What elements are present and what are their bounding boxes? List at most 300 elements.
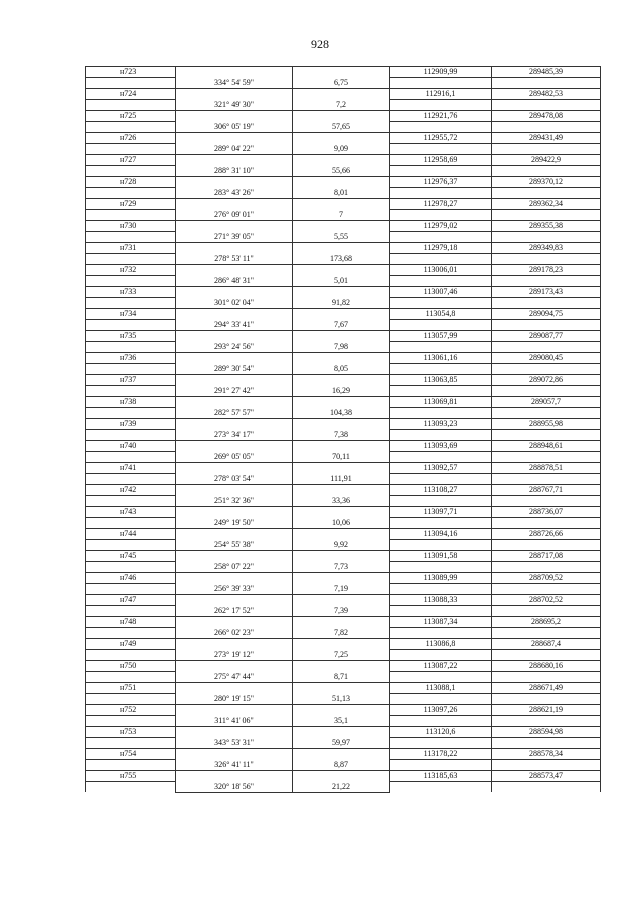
y-coordinate: 288594,98 [492,727,601,738]
empty-cell [293,309,390,320]
segment-length: 57,65 [293,122,390,133]
empty-cell [390,430,492,441]
empty-cell [492,452,601,463]
empty-cell [86,650,176,661]
empty-cell [293,353,390,364]
point-row [86,529,601,540]
point-id: н752 [86,705,176,716]
segment-row [86,408,601,419]
x-coordinate: 113069,81 [390,397,492,408]
empty-cell [390,386,492,397]
segment-length: 173,68 [293,254,390,265]
empty-cell [176,749,293,760]
empty-cell [86,540,176,551]
empty-cell [176,331,293,342]
page-number: 928 [311,37,329,51]
point-id: н730 [86,221,176,232]
empty-cell [293,111,390,122]
point-id: н748 [86,617,176,628]
empty-cell [176,375,293,386]
empty-cell [293,67,390,78]
empty-cell [293,265,390,276]
y-coordinate: 288878,51 [492,463,601,474]
segment-length: 7,2 [293,100,390,111]
x-coordinate: 113006,01 [390,265,492,276]
empty-cell [176,441,293,452]
y-coordinate: 288948,61 [492,441,601,452]
direction-angle: 289° 04' 22" [176,144,293,155]
empty-cell [293,485,390,496]
empty-cell [176,595,293,606]
segment-length: 6,75 [293,78,390,89]
empty-cell [390,122,492,133]
point-row [86,485,601,496]
x-coordinate: 112909,99 [390,67,492,78]
segment-row [86,628,601,639]
segment-row [86,166,601,177]
y-coordinate: 289094,75 [492,309,601,320]
point-row [86,111,601,122]
empty-cell [293,661,390,672]
empty-cell [86,474,176,485]
segment-row [86,364,601,375]
segment-length: 70,11 [293,452,390,463]
empty-cell [176,287,293,298]
point-id: н728 [86,177,176,188]
empty-cell [492,320,601,331]
empty-cell [86,452,176,463]
segment-length: 5,55 [293,232,390,243]
point-id: н724 [86,89,176,100]
point-row [86,67,601,78]
y-coordinate: 288695,2 [492,617,601,628]
x-coordinate: 113108,27 [390,485,492,496]
empty-cell [390,738,492,749]
point-row [86,463,601,474]
segment-length: 91,82 [293,298,390,309]
empty-cell [492,716,601,727]
segment-length: 8,05 [293,364,390,375]
empty-cell [492,782,601,793]
direction-angle: 293° 24' 56" [176,342,293,353]
empty-cell [492,100,601,111]
empty-cell [390,562,492,573]
segment-row [86,474,601,485]
direction-angle: 275° 47' 44" [176,672,293,683]
empty-cell [293,771,390,782]
point-row [86,155,601,166]
empty-cell [86,782,176,793]
point-row [86,89,601,100]
point-id: н750 [86,661,176,672]
empty-cell [390,760,492,771]
empty-cell [293,595,390,606]
empty-cell [176,309,293,320]
empty-cell [86,562,176,573]
direction-angle: 256° 39' 33" [176,584,293,595]
y-coordinate: 288726,66 [492,529,601,540]
segment-row [86,210,601,221]
y-coordinate: 289087,77 [492,331,601,342]
empty-cell [390,276,492,287]
empty-cell [176,177,293,188]
direction-angle: 294° 33' 41" [176,320,293,331]
y-coordinate: 289370,12 [492,177,601,188]
segment-row [86,320,601,331]
empty-cell [492,584,601,595]
x-coordinate: 112955,72 [390,133,492,144]
empty-cell [176,617,293,628]
empty-cell [492,78,601,89]
x-coordinate: 112916,1 [390,89,492,100]
direction-angle: 254° 55' 38" [176,540,293,551]
segment-length: 7,25 [293,650,390,661]
segment-length: 7,98 [293,342,390,353]
direction-angle: 282° 57' 57" [176,408,293,419]
empty-cell [293,727,390,738]
x-coordinate: 113063,85 [390,375,492,386]
empty-cell [492,188,601,199]
point-id: н755 [86,771,176,782]
empty-cell [293,177,390,188]
direction-angle: 311° 41' 06" [176,716,293,727]
empty-cell [293,507,390,518]
y-coordinate: 288687,4 [492,639,601,650]
empty-cell [390,606,492,617]
empty-cell [492,232,601,243]
direction-angle: 280° 19' 15" [176,694,293,705]
empty-cell [176,727,293,738]
segment-length: 8,87 [293,760,390,771]
segment-length: 55,66 [293,166,390,177]
empty-cell [86,166,176,177]
y-coordinate: 288680,16 [492,661,601,672]
empty-cell [176,507,293,518]
direction-angle: 326° 41' 11" [176,760,293,771]
empty-cell [176,133,293,144]
segment-length: 5,01 [293,276,390,287]
direction-angle: 271° 39' 05" [176,232,293,243]
empty-cell [390,210,492,221]
direction-angle: 276° 09' 01" [176,210,293,221]
empty-cell [293,243,390,254]
empty-cell [390,298,492,309]
segment-length: 7 [293,210,390,221]
x-coordinate: 113093,69 [390,441,492,452]
empty-cell [86,144,176,155]
empty-cell [293,419,390,430]
empty-cell [492,166,601,177]
empty-cell [293,639,390,650]
point-row [86,639,601,650]
segment-row [86,540,601,551]
empty-cell [176,639,293,650]
segment-row [86,606,601,617]
point-row [86,573,601,584]
segment-length: 7,73 [293,562,390,573]
x-coordinate: 112976,37 [390,177,492,188]
point-id: н736 [86,353,176,364]
segment-row [86,650,601,661]
empty-cell [293,683,390,694]
empty-cell [176,573,293,584]
segment-row [86,430,601,441]
empty-cell [390,628,492,639]
y-coordinate: 288717,08 [492,551,601,562]
empty-cell [492,210,601,221]
point-row [86,199,601,210]
y-coordinate: 288671,49 [492,683,601,694]
empty-cell [176,529,293,540]
point-row [86,133,601,144]
point-id: н729 [86,199,176,210]
empty-cell [390,78,492,89]
empty-cell [492,386,601,397]
direction-angle: 278° 53' 11" [176,254,293,265]
direction-angle: 289° 30' 54" [176,364,293,375]
empty-cell [390,496,492,507]
x-coordinate: 113088,33 [390,595,492,606]
segment-row [86,100,601,111]
empty-cell [293,397,390,408]
empty-cell [176,705,293,716]
empty-cell [390,694,492,705]
empty-cell [390,254,492,265]
segment-row [86,782,601,793]
empty-cell [293,331,390,342]
x-coordinate: 112978,27 [390,199,492,210]
segment-length: 21,22 [293,782,390,793]
x-coordinate: 113097,26 [390,705,492,716]
direction-angle: 273° 19' 12" [176,650,293,661]
empty-cell [176,419,293,430]
x-coordinate: 113087,22 [390,661,492,672]
empty-cell [492,694,601,705]
x-coordinate: 113185,63 [390,771,492,782]
empty-cell [176,485,293,496]
empty-cell [176,155,293,166]
empty-cell [86,386,176,397]
y-coordinate: 289485,39 [492,67,601,78]
empty-cell [390,452,492,463]
empty-cell [176,683,293,694]
coordinates-table-body [86,67,601,793]
x-coordinate: 112979,18 [390,243,492,254]
point-id: н727 [86,155,176,166]
empty-cell [492,254,601,265]
point-id: н740 [86,441,176,452]
direction-angle: 288° 31' 10" [176,166,293,177]
segment-row [86,276,601,287]
x-coordinate: 113089,99 [390,573,492,584]
direction-angle: 321° 49' 30" [176,100,293,111]
point-id: н751 [86,683,176,694]
point-row [86,771,601,782]
empty-cell [86,100,176,111]
point-row [86,331,601,342]
empty-cell [390,474,492,485]
point-row [86,727,601,738]
empty-cell [492,738,601,749]
empty-cell [293,705,390,716]
segment-row [86,716,601,727]
empty-cell [176,397,293,408]
empty-cell [492,760,601,771]
x-coordinate: 113087,34 [390,617,492,628]
empty-cell [492,628,601,639]
point-row [86,617,601,628]
point-row [86,309,601,320]
point-row [86,683,601,694]
empty-cell [176,353,293,364]
empty-cell [390,650,492,661]
empty-cell [492,430,601,441]
empty-cell [293,529,390,540]
empty-cell [86,738,176,749]
x-coordinate: 113091,58 [390,551,492,562]
empty-cell [492,562,601,573]
y-coordinate: 289178,23 [492,265,601,276]
segment-row [86,144,601,155]
point-id: н733 [86,287,176,298]
x-coordinate: 113097,71 [390,507,492,518]
empty-cell [176,243,293,254]
direction-angle: 278° 03' 54" [176,474,293,485]
segment-length: 9,92 [293,540,390,551]
segment-length: 7,82 [293,628,390,639]
point-id: н753 [86,727,176,738]
empty-cell [293,617,390,628]
empty-cell [176,221,293,232]
point-id: н732 [86,265,176,276]
empty-cell [293,221,390,232]
x-coordinate: 113007,46 [390,287,492,298]
empty-cell [86,122,176,133]
point-id: н731 [86,243,176,254]
point-id: н749 [86,639,176,650]
empty-cell [86,518,176,529]
empty-cell [176,199,293,210]
empty-cell [176,463,293,474]
y-coordinate: 289431,49 [492,133,601,144]
direction-angle: 286° 48' 31" [176,276,293,287]
empty-cell [293,749,390,760]
point-row [86,265,601,276]
y-coordinate: 289349,83 [492,243,601,254]
empty-cell [390,408,492,419]
empty-cell [86,672,176,683]
x-coordinate: 113086,8 [390,639,492,650]
empty-cell [86,760,176,771]
empty-cell [293,89,390,100]
point-id: н747 [86,595,176,606]
empty-cell [390,672,492,683]
direction-angle: 306° 05' 19" [176,122,293,133]
empty-cell [390,144,492,155]
x-coordinate: 112979,02 [390,221,492,232]
empty-cell [492,408,601,419]
empty-cell [390,716,492,727]
point-row [86,375,601,386]
segment-row [86,738,601,749]
direction-angle: 269° 05' 05" [176,452,293,463]
direction-angle: 301° 02' 04" [176,298,293,309]
segment-length: 111,91 [293,474,390,485]
y-coordinate: 288578,34 [492,749,601,760]
x-coordinate: 113061,16 [390,353,492,364]
segment-row [86,452,601,463]
direction-angle: 320° 18' 56" [176,782,293,793]
empty-cell [492,276,601,287]
empty-cell [492,672,601,683]
segment-length: 7,19 [293,584,390,595]
empty-cell [293,463,390,474]
point-row [86,353,601,364]
empty-cell [390,540,492,551]
empty-cell [86,342,176,353]
segment-row [86,584,601,595]
direction-angle: 258° 07' 22" [176,562,293,573]
x-coordinate: 113178,22 [390,749,492,760]
empty-cell [390,188,492,199]
empty-cell [492,298,601,309]
empty-cell [492,342,601,353]
empty-cell [86,408,176,419]
point-id: н746 [86,573,176,584]
y-coordinate: 288702,52 [492,595,601,606]
segment-length: 51,13 [293,694,390,705]
direction-angle: 249° 19' 50" [176,518,293,529]
segment-row [86,298,601,309]
empty-cell [86,496,176,507]
empty-cell [86,584,176,595]
point-id: н734 [86,309,176,320]
empty-cell [492,364,601,375]
point-row [86,749,601,760]
empty-cell [390,100,492,111]
y-coordinate: 288736,07 [492,507,601,518]
segment-row [86,496,601,507]
point-id: н744 [86,529,176,540]
empty-cell [86,716,176,727]
empty-cell [86,298,176,309]
point-row [86,507,601,518]
segment-length: 59,97 [293,738,390,749]
segment-length: 9,09 [293,144,390,155]
empty-cell [176,89,293,100]
point-row [86,661,601,672]
y-coordinate: 289422,9 [492,155,601,166]
empty-cell [86,232,176,243]
direction-angle: 291° 27' 42" [176,386,293,397]
empty-cell [492,518,601,529]
segment-row [86,342,601,353]
empty-cell [492,540,601,551]
coordinates-table [85,66,601,793]
y-coordinate: 289482,53 [492,89,601,100]
segment-row [86,122,601,133]
point-id: н725 [86,111,176,122]
empty-cell [293,573,390,584]
y-coordinate: 289072,86 [492,375,601,386]
empty-cell [176,67,293,78]
direction-angle: 334° 54' 59" [176,78,293,89]
empty-cell [176,771,293,782]
y-coordinate: 288709,52 [492,573,601,584]
direction-angle: 343° 53' 31" [176,738,293,749]
empty-cell [492,474,601,485]
direction-angle: 283° 43' 26" [176,188,293,199]
